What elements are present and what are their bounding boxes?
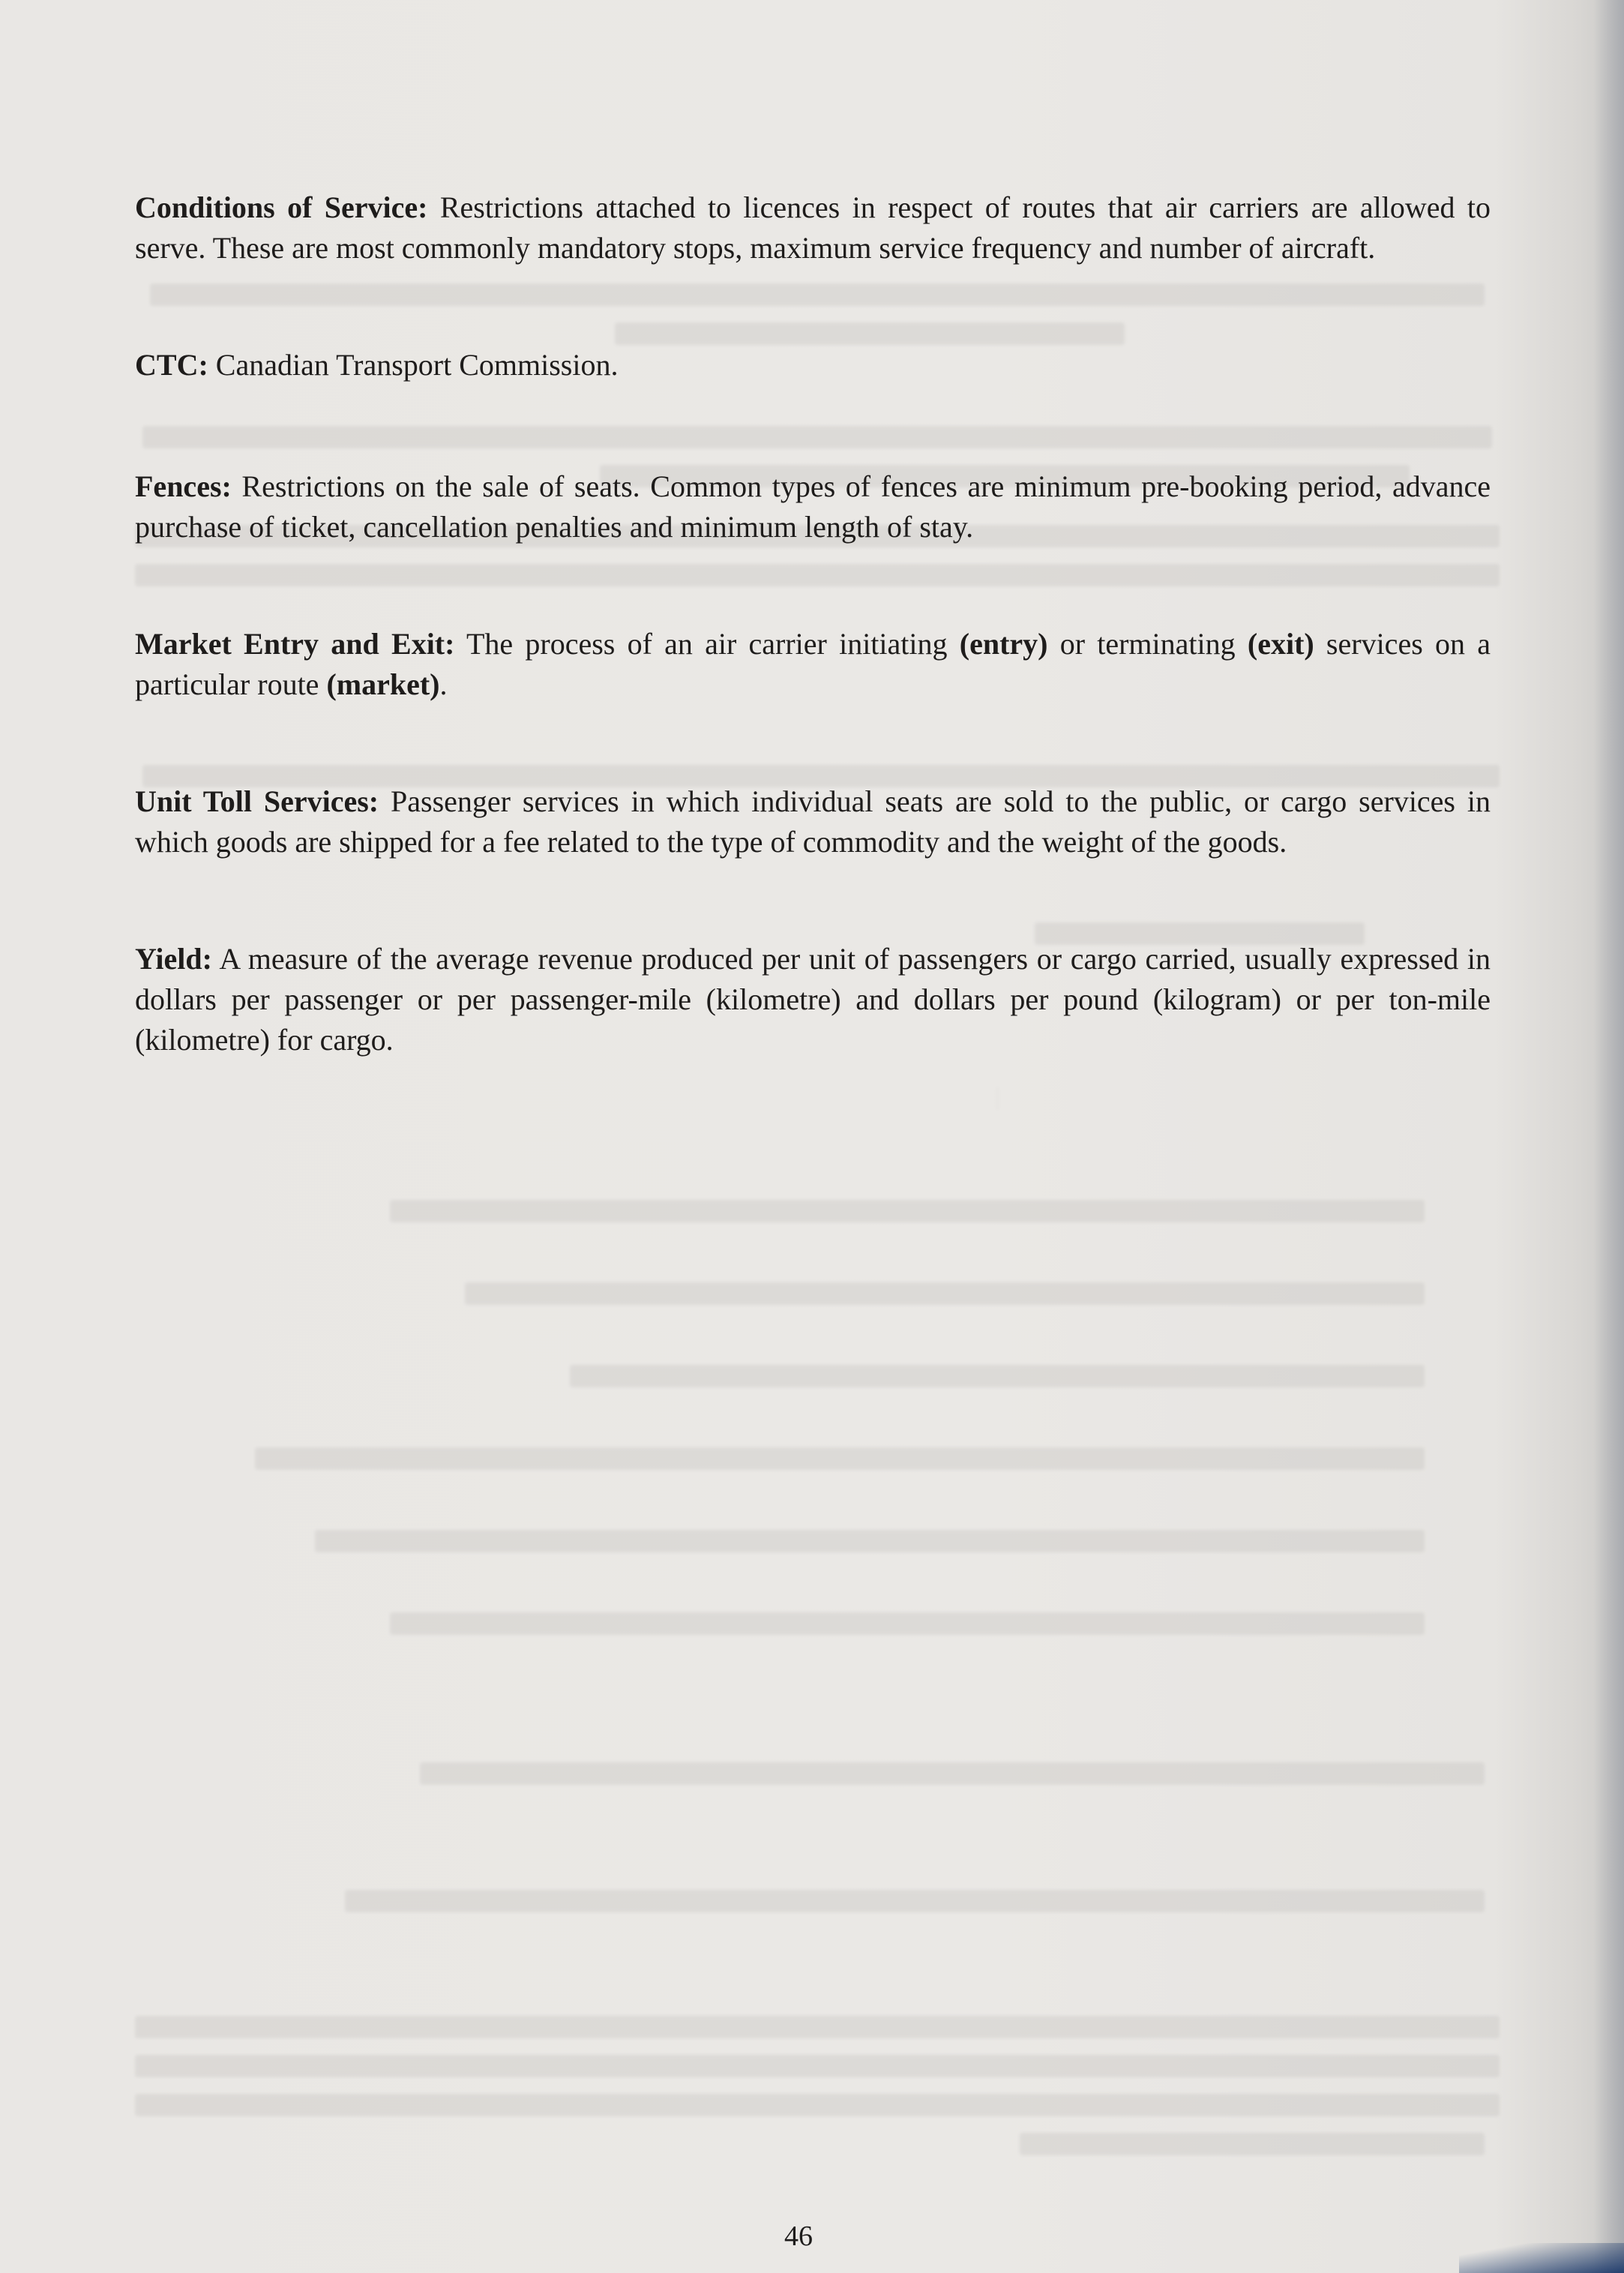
glossary-term: Market Entry and Exit:: [135, 627, 455, 661]
glossary-definition: Canadian Transport Commission.: [208, 348, 619, 382]
glossary-term: Fences:: [135, 469, 232, 503]
page-number: [0, 2220, 1624, 2253]
glossary-definition-text: or terminating: [1047, 627, 1248, 661]
glossary-definition: Restrictions attached to licences in respect of routes that air carriers are allowed to serve. These are most commonly mandatory stops, maximum service frequency and number of aircraft.: [135, 190, 1491, 265]
glossary-entry-fences: [135, 466, 1491, 547]
glossary-entry-market-entry-and-exit: [135, 624, 1491, 705]
book-spine-shadow: [1594, 0, 1624, 2273]
glossary-term: Conditions of Service:: [135, 190, 428, 224]
glossary-entry-unit-toll-services: [135, 781, 1491, 862]
glossary-definition-text: services on a particular route: [135, 627, 1491, 701]
glossary-entry-conditions-of-service: [135, 187, 1491, 268]
glossary-definition: Restrictions on the sale of seats. Common types of fences are minimum pre-booking period, advance purchase of ticket, cancellation penalties and minimum length of stay.: [135, 469, 1491, 544]
glossary-definition-text: .: [439, 667, 448, 701]
glossary-term: Unit Toll Services:: [135, 784, 379, 818]
glossary-keyword-exit: (exit): [1247, 627, 1314, 661]
glossary-entry-yield: [135, 939, 1491, 1060]
glossary-term: Yield:: [135, 942, 212, 976]
page-number-text: 46: [784, 2221, 813, 2252]
glossary-term: CTC:: [135, 348, 208, 382]
glossary-keyword-market: (market): [326, 667, 440, 701]
glossary-entry-ctc: [135, 345, 1491, 385]
glossary-definition: Passenger services in which individual seats are sold to the public, or cargo services in which goods are shipped for a fee related to the type of commodity and the weight of the goods.: [135, 784, 1491, 859]
glossary-definition-text: The process of an air carrier initiating: [454, 627, 960, 661]
glossary-keyword-entry: (entry): [959, 627, 1048, 661]
glossary-list: [135, 187, 1491, 1137]
glossary-definition: A measure of the average revenue produced per unit of passengers or cargo carried, usually expressed in dollars per passenger or per passenger-mile (kilometre) and dollars per pound (kilogram) or per ton-mile (kilometre) for cargo.: [135, 942, 1491, 1057]
